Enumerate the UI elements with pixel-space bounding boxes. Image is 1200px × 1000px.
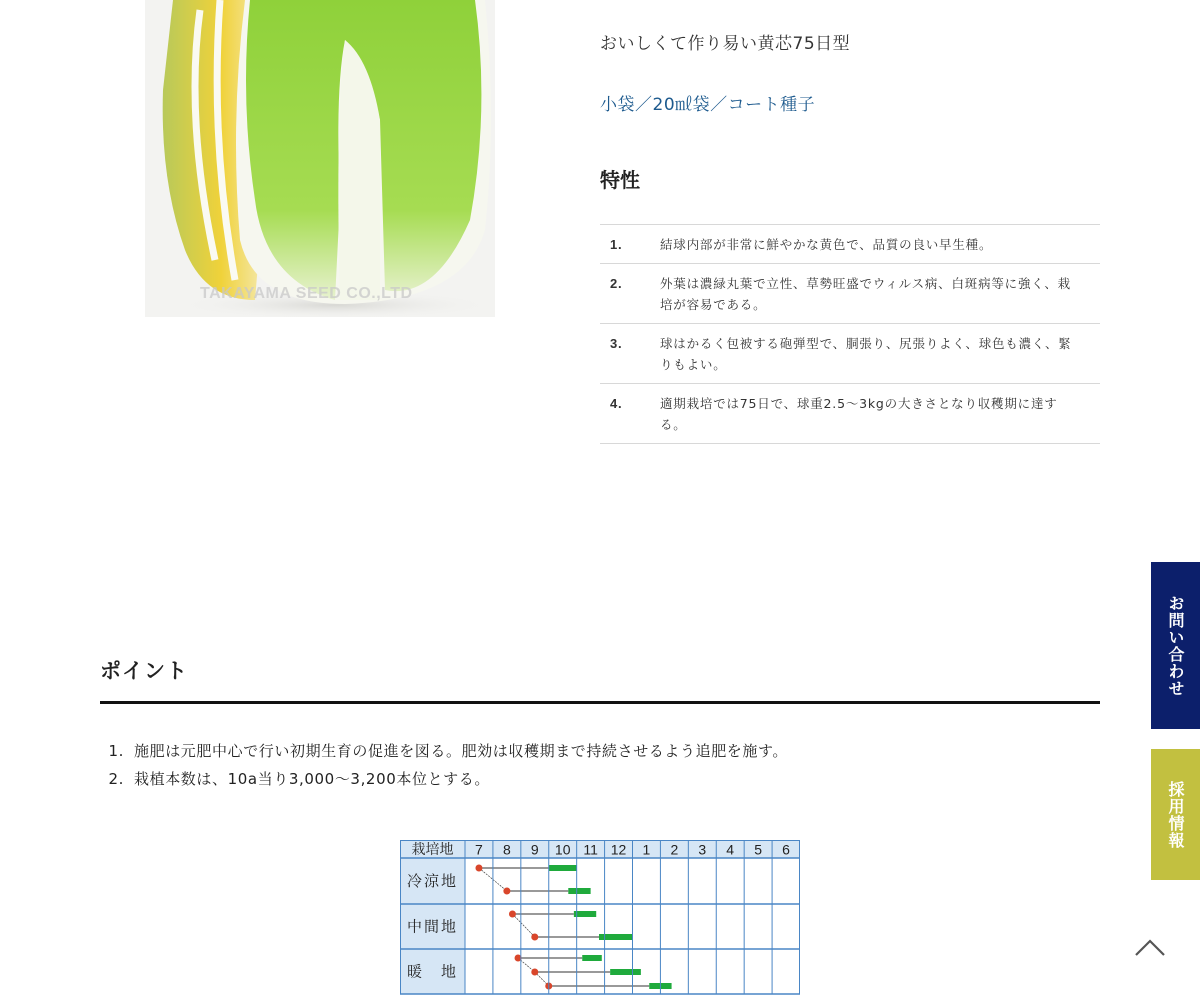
month-label: 8 xyxy=(502,841,511,858)
feature-text: 結球内部が非常に鮮やかな黄色で、品質の良い早生種。 xyxy=(660,237,993,252)
feature-text: 球はかるく包被する砲弾型で、胴張り、尻張りよく、球色も濃く、緊りもよい。 xyxy=(660,336,1072,372)
feature-number: 4. xyxy=(610,396,623,411)
points-heading: ポイント xyxy=(100,659,188,683)
points-list xyxy=(100,737,1100,793)
month-label: 3 xyxy=(698,841,707,858)
point-item xyxy=(100,765,1100,793)
feature-text: 外葉は濃緑丸葉で立性、草勢旺盛でウィルス病、白斑病等に強く、栽培が容易である。 xyxy=(660,276,1071,312)
feature-number: 1. xyxy=(610,237,623,252)
cabbage-illustration xyxy=(145,0,495,317)
feature-row xyxy=(600,324,1100,384)
package-options: 小袋／20㎖袋／コート種子 xyxy=(600,95,816,115)
region-label: 冷涼地 xyxy=(406,872,459,890)
region-label: 中間地 xyxy=(406,917,459,936)
back-to-top-button[interactable] xyxy=(1133,935,1167,961)
month-label: 2 xyxy=(670,841,679,858)
chart-header-label: 栽培地 xyxy=(411,842,454,858)
chevron-up-icon xyxy=(1133,935,1167,961)
sowing-dot xyxy=(503,888,510,895)
month-label: 5 xyxy=(754,841,763,858)
feature-number: 3. xyxy=(610,336,623,351)
sowing-dot xyxy=(531,969,538,976)
harvest-period-bar xyxy=(582,955,602,961)
sowing-dot xyxy=(475,865,482,872)
feature-text: 適期栽培では75日で、球重2.5〜3kgの大きさとなり収穫期に達する。 xyxy=(660,396,1058,432)
month-label: 10 xyxy=(554,841,571,858)
point-text: 栽植本数は、10a当り3,000〜3,200本位とする。 xyxy=(134,770,490,788)
cultivation-schedule-chart xyxy=(400,840,800,995)
schedule-grid xyxy=(400,840,800,995)
point-number: 1. xyxy=(108,742,124,760)
point-text: 施肥は元肥中心で行い初期生育の促進を図る。肥効は収穫期まで持続させるよう追肥を施す。 xyxy=(134,742,789,760)
sowing-dot xyxy=(509,911,516,918)
harvest-period-bar xyxy=(549,865,577,871)
contact-tab[interactable] xyxy=(1151,562,1200,729)
point-number: 2. xyxy=(108,770,124,788)
feature-row xyxy=(600,264,1100,324)
image-watermark: TAKAYAMA SEED CO.,LTD xyxy=(200,285,413,302)
harvest-period-bar xyxy=(568,888,590,894)
harvest-period-bar xyxy=(599,934,633,940)
features-heading: 特性 xyxy=(600,168,640,192)
recruit-label: 採用情報 xyxy=(1166,780,1185,849)
features-list xyxy=(600,224,1100,444)
feature-number: 2. xyxy=(610,276,623,291)
month-label: 11 xyxy=(583,841,598,858)
month-label: 7 xyxy=(475,841,483,858)
point-item xyxy=(100,737,1100,765)
month-label: 6 xyxy=(782,841,790,858)
product-tagline: おいしくて作り易い黄芯75日型 xyxy=(600,34,851,54)
feature-row xyxy=(600,384,1100,444)
points-divider xyxy=(100,701,1100,704)
month-label: 1 xyxy=(642,841,651,858)
sowing-dot xyxy=(531,934,538,941)
points-section xyxy=(100,655,1100,793)
product-image xyxy=(145,0,495,317)
month-label: 9 xyxy=(530,841,539,858)
recruit-tab[interactable] xyxy=(1151,749,1200,880)
month-label: 12 xyxy=(610,841,627,858)
contact-label: お問い合わせ xyxy=(1166,594,1185,697)
harvest-period-bar xyxy=(610,969,641,975)
feature-row xyxy=(600,225,1100,264)
region-label: 暖 地 xyxy=(406,962,459,981)
harvest-period-bar xyxy=(574,911,596,917)
month-label: 4 xyxy=(726,841,735,858)
